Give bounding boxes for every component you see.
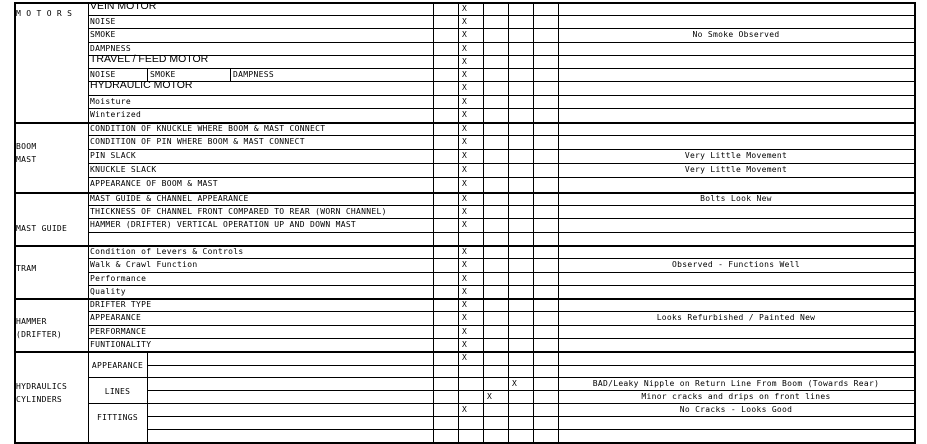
checklist-item-label: DRIFTER TYPE xyxy=(90,300,152,309)
row-divider xyxy=(88,218,915,219)
status-mark: X xyxy=(462,313,468,322)
status-mark: X xyxy=(462,207,468,216)
status-mark: X xyxy=(462,44,468,53)
status-mark: X xyxy=(462,260,468,269)
row-divider xyxy=(88,95,915,96)
checklist-item-label: SMOKE xyxy=(90,30,116,39)
row-divider xyxy=(147,403,915,404)
comment-text: No Smoke Observed xyxy=(692,30,780,39)
status-mark: X xyxy=(462,57,468,66)
row-divider xyxy=(147,377,915,378)
checklist-item-label: CONDITION OF KNUCKLE WHERE BOOM & MAST CONNECT xyxy=(90,124,326,133)
checklist-item-label: PERFORMANCE xyxy=(90,327,147,336)
row-divider xyxy=(88,258,915,259)
row-divider xyxy=(88,177,915,178)
hydraulics-sub-label: FITTINGS xyxy=(97,413,138,422)
checklist-item-label: Quality xyxy=(90,287,126,296)
row-divider xyxy=(147,390,915,391)
comment-text: Very Little Movement xyxy=(684,151,788,160)
row-divider xyxy=(88,338,915,339)
hydraulics-sub-divider xyxy=(88,377,147,378)
section-label: M O T O R S xyxy=(16,9,73,18)
checklist-item-label: NOISE xyxy=(90,70,116,79)
status-mark: X xyxy=(462,340,468,349)
hydraulics-sub-label: APPEARANCE xyxy=(91,361,144,370)
status-mark: X xyxy=(462,110,468,119)
comment-text: BAD/Leaky Nipple on Return Line From Boom (Towards Rear) xyxy=(592,379,880,388)
checklist-item-label: Performance xyxy=(90,274,147,283)
comment-text: Observed - Functions Well xyxy=(672,260,800,269)
comment-text: Minor cracks and drips on front lines xyxy=(641,392,831,401)
row-divider xyxy=(88,15,915,16)
checklist-item-label: Winterized xyxy=(90,110,142,119)
status-mark: X xyxy=(462,17,468,26)
comment-text: Bolts Look New xyxy=(700,194,772,203)
row-divider xyxy=(147,429,915,430)
row-divider xyxy=(88,135,915,136)
status-mark: X xyxy=(462,137,468,146)
checklist-item-label: NOISE xyxy=(90,17,116,26)
comment-text: Looks Refurbished / Painted New xyxy=(656,313,816,322)
row-divider xyxy=(88,205,915,206)
section-label: HYDRAULICS CYLINDERS xyxy=(16,382,68,404)
row-divider xyxy=(88,55,915,56)
section-label: HAMMER (DRIFTER) xyxy=(16,317,63,339)
hydraulics-sub-label: LINES xyxy=(104,387,131,396)
row-divider xyxy=(88,163,915,164)
checklist-item-label: DAMPNESS xyxy=(233,70,274,79)
checklist-item-label: APPEARANCE xyxy=(90,313,142,322)
status-mark: X xyxy=(462,300,468,309)
status-mark: X xyxy=(462,124,468,133)
status-mark: X xyxy=(462,220,468,229)
checklist-item-label: Moisture xyxy=(90,97,131,106)
status-mark: X xyxy=(462,179,468,188)
checklist-item-label: Walk & Crawl Function xyxy=(90,260,198,269)
section-label: TRAM xyxy=(16,264,37,273)
row-divider xyxy=(88,232,915,233)
comment-text: No Cracks - Looks Good xyxy=(679,405,793,414)
status-mark: X xyxy=(462,30,468,39)
row-divider xyxy=(147,365,915,366)
checklist-item-label: PIN SLACK xyxy=(90,151,137,160)
row-divider xyxy=(88,68,915,69)
checklist-item-label: HAMMER (DRIFTER) VERTICAL OPERATION UP AND DOWN MAST xyxy=(90,220,357,229)
status-mark: X xyxy=(462,194,468,203)
row-divider xyxy=(88,311,915,312)
status-mark: X xyxy=(462,327,468,336)
status-mark: X xyxy=(462,151,468,160)
row-divider xyxy=(88,325,915,326)
checklist-item-label: THICKNESS OF CHANNEL FRONT COMPARED TO REAR (WORN CHANNEL) xyxy=(90,207,387,216)
status-mark: X xyxy=(462,247,468,256)
status-mark: X xyxy=(462,353,468,362)
hydraulics-sub-divider xyxy=(88,403,147,404)
checklist-item-label: KNUCKLE SLACK xyxy=(90,165,157,174)
status-mark: X xyxy=(462,83,468,92)
row-divider xyxy=(88,285,915,286)
checklist-item-label: VEIN MOTOR xyxy=(90,0,157,12)
row-divider xyxy=(88,42,915,43)
status-mark: X xyxy=(462,287,468,296)
row-divider xyxy=(88,108,915,109)
status-mark: X xyxy=(462,97,468,106)
status-mark: X xyxy=(462,274,468,283)
status-mark: X xyxy=(462,4,468,13)
status-mark: X xyxy=(512,379,518,388)
checklist-item-label: MAST GUIDE & CHANNEL APPEARANCE xyxy=(90,194,249,203)
row-divider xyxy=(88,272,915,273)
checklist-item-label: CONDITION OF PIN WHERE BOOM & MAST CONNECT xyxy=(90,137,305,146)
checklist-item-label: SMOKE xyxy=(150,70,176,79)
checklist-item-label: HYDRAULIC MOTOR xyxy=(90,79,193,91)
checklist-item-label: TRAVEL / FEED MOTOR xyxy=(90,53,209,65)
checklist-item-label: FUNTIONALITY xyxy=(90,340,152,349)
section-label: BOOM MAST xyxy=(16,142,37,164)
row-divider xyxy=(147,416,915,417)
status-mark: X xyxy=(462,405,468,414)
section-label: MAST GUIDE xyxy=(16,224,68,233)
comment-text: Very Little Movement xyxy=(684,165,788,174)
status-mark: X xyxy=(462,165,468,174)
cell-divider xyxy=(230,68,231,81)
status-mark: X xyxy=(462,70,468,79)
checklist-item-label: Condition of Levers & Controls xyxy=(90,247,244,256)
checklist-item-label: APPEARANCE OF BOOM & MAST xyxy=(90,179,218,188)
row-divider xyxy=(88,28,915,29)
status-mark: X xyxy=(487,392,493,401)
row-divider xyxy=(88,81,915,82)
row-divider xyxy=(88,149,915,150)
checklist-item-label: DAMPNESS xyxy=(90,44,131,53)
